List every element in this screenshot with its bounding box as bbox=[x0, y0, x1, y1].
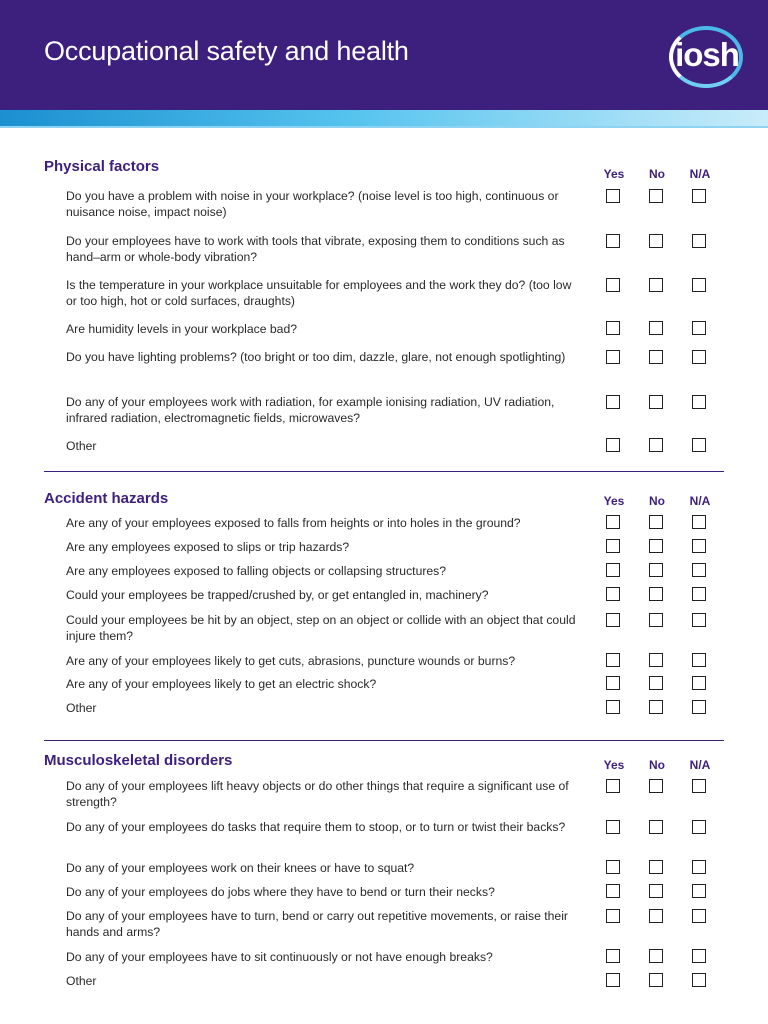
checkbox-na[interactable] bbox=[692, 234, 706, 248]
checkbox-no[interactable] bbox=[649, 350, 663, 364]
checkbox-na[interactable] bbox=[692, 653, 706, 667]
question-text: Could your employees be trapped/crushed by, or get entangled in, machinery? bbox=[66, 588, 489, 602]
checkbox-no[interactable] bbox=[649, 587, 663, 601]
question-text: Do you have lighting problems? (too bright or too dim, dazzle, glare, not enough spotlighting) bbox=[66, 350, 566, 364]
checkbox-no[interactable] bbox=[649, 949, 663, 963]
checkbox-yes[interactable] bbox=[606, 613, 620, 627]
checkbox-yes[interactable] bbox=[606, 563, 620, 577]
checkbox-yes[interactable] bbox=[606, 860, 620, 874]
column-header-na: N/A bbox=[689, 494, 711, 508]
question-text: Do any of your employees work on their knees or have to squat? bbox=[66, 861, 415, 875]
checkbox-na[interactable] bbox=[692, 973, 706, 987]
page-header bbox=[0, 0, 768, 110]
column-header-no: No bbox=[649, 758, 665, 772]
checkbox-na[interactable] bbox=[692, 949, 706, 963]
checkbox-yes[interactable] bbox=[606, 884, 620, 898]
question-text: Other bbox=[66, 439, 97, 453]
checkbox-na[interactable] bbox=[692, 587, 706, 601]
column-header-yes: Yes bbox=[603, 758, 625, 772]
column-header-na: N/A bbox=[689, 167, 711, 181]
header-band-line bbox=[0, 126, 768, 128]
checkbox-no[interactable] bbox=[649, 653, 663, 667]
checkbox-na[interactable] bbox=[692, 820, 706, 834]
question-text: Do any of your employees have to turn, bend or carry out repetitive movements, or raise their hands and arms? bbox=[66, 909, 568, 939]
section-title: Musculoskeletal disorders bbox=[44, 752, 233, 769]
column-header-yes: Yes bbox=[603, 494, 625, 508]
checkbox-na[interactable] bbox=[692, 909, 706, 923]
checkbox-na[interactable] bbox=[692, 438, 706, 452]
checkbox-yes[interactable] bbox=[606, 949, 620, 963]
checkbox-yes[interactable] bbox=[606, 515, 620, 529]
question-text: Do any of your employees do jobs where they have to bend or turn their necks? bbox=[66, 885, 495, 899]
column-header-no: No bbox=[649, 494, 665, 508]
checkbox-na[interactable] bbox=[692, 884, 706, 898]
checkbox-na[interactable] bbox=[692, 278, 706, 292]
question-text: Do any of your employees do tasks that require them to stoop, or to turn or twist their backs? bbox=[66, 820, 566, 834]
checkbox-na[interactable] bbox=[692, 779, 706, 793]
checkbox-yes[interactable] bbox=[606, 676, 620, 690]
question-text: Do your employees have to work with tools that vibrate, exposing them to conditions such as hand–arm or whole-body vibration? bbox=[66, 234, 565, 264]
question-text: Is the temperature in your workplace unsuitable for employees and the work they do? (too low or too high, hot or cold surfaces, draughts) bbox=[66, 278, 572, 308]
section-title: Accident hazards bbox=[44, 490, 169, 507]
checkbox-no[interactable] bbox=[649, 820, 663, 834]
checkbox-yes[interactable] bbox=[606, 909, 620, 923]
question-text: Are any employees exposed to slips or trip hazards? bbox=[66, 540, 350, 554]
checkbox-no[interactable] bbox=[649, 189, 663, 203]
checkbox-yes[interactable] bbox=[606, 395, 620, 409]
checkbox-yes[interactable] bbox=[606, 189, 620, 203]
column-header-no: No bbox=[649, 167, 665, 181]
checkbox-yes[interactable] bbox=[606, 321, 620, 335]
section-title: Physical factors bbox=[44, 158, 160, 175]
checkbox-na[interactable] bbox=[692, 321, 706, 335]
checkbox-yes[interactable] bbox=[606, 820, 620, 834]
checkbox-yes[interactable] bbox=[606, 653, 620, 667]
checkbox-no[interactable] bbox=[649, 539, 663, 553]
checkbox-na[interactable] bbox=[692, 350, 706, 364]
checkbox-no[interactable] bbox=[649, 884, 663, 898]
checkbox-no[interactable] bbox=[649, 779, 663, 793]
checkbox-yes[interactable] bbox=[606, 587, 620, 601]
checkbox-na[interactable] bbox=[692, 395, 706, 409]
checkbox-no[interactable] bbox=[649, 973, 663, 987]
question-text: Are any of your employees likely to get cuts, abrasions, puncture wounds or burns? bbox=[66, 654, 516, 668]
question-text: Are humidity levels in your workplace bad? bbox=[66, 322, 297, 336]
question-text: Are any of your employees likely to get an electric shock? bbox=[66, 677, 377, 691]
checkbox-na[interactable] bbox=[692, 676, 706, 690]
checkbox-yes[interactable] bbox=[606, 438, 620, 452]
section-divider bbox=[44, 471, 724, 472]
question-text: Do you have a problem with noise in your workplace? (noise level is too high, continuous or nuisance noise, impact noise) bbox=[66, 189, 559, 219]
checkbox-no[interactable] bbox=[649, 909, 663, 923]
checkbox-yes[interactable] bbox=[606, 234, 620, 248]
checkbox-no[interactable] bbox=[649, 860, 663, 874]
checkbox-na[interactable] bbox=[692, 515, 706, 529]
checkbox-yes[interactable] bbox=[606, 278, 620, 292]
checkbox-na[interactable] bbox=[692, 700, 706, 714]
checkbox-no[interactable] bbox=[649, 234, 663, 248]
checkbox-yes[interactable] bbox=[606, 350, 620, 364]
checkbox-yes[interactable] bbox=[606, 779, 620, 793]
checkbox-na[interactable] bbox=[692, 860, 706, 874]
checkbox-yes[interactable] bbox=[606, 700, 620, 714]
section-divider bbox=[44, 740, 724, 741]
checkbox-no[interactable] bbox=[649, 563, 663, 577]
checkbox-na[interactable] bbox=[692, 613, 706, 627]
checkbox-na[interactable] bbox=[692, 189, 706, 203]
checkbox-no[interactable] bbox=[649, 515, 663, 529]
question-text: Are any of your employees exposed to falls from heights or into holes in the ground? bbox=[66, 516, 521, 530]
question-text: Do any of your employees lift heavy objects or do other things that require a significant use of strength? bbox=[66, 779, 569, 809]
logo-text: iosh bbox=[675, 36, 739, 73]
checkbox-yes[interactable] bbox=[606, 973, 620, 987]
question-text: Other bbox=[66, 701, 97, 715]
checkbox-na[interactable] bbox=[692, 563, 706, 577]
checkbox-no[interactable] bbox=[649, 278, 663, 292]
checkbox-no[interactable] bbox=[649, 613, 663, 627]
question-text: Do any of your employees work with radiation, for example ionising radiation, UV radiation, infrared radiation, electromagnetic fields, microwaves? bbox=[66, 395, 555, 425]
checkbox-no[interactable] bbox=[649, 700, 663, 714]
question-text: Do any of your employees have to sit continuously or not have enough breaks? bbox=[66, 950, 493, 964]
checkbox-na[interactable] bbox=[692, 539, 706, 553]
checkbox-no[interactable] bbox=[649, 676, 663, 690]
checkbox-no[interactable] bbox=[649, 438, 663, 452]
page-title: Occupational safety and health bbox=[44, 36, 409, 66]
question-text: Could your employees be hit by an object, step on an object or collide with an object that could injure them? bbox=[66, 613, 576, 643]
question-text: Other bbox=[66, 974, 97, 988]
column-header-na: N/A bbox=[689, 758, 711, 772]
header-gradient-band bbox=[0, 110, 768, 126]
checkbox-no[interactable] bbox=[649, 321, 663, 335]
iosh-logo bbox=[667, 24, 747, 90]
question-text: Are any employees exposed to falling objects or collapsing structures? bbox=[66, 564, 447, 578]
column-header-yes: Yes bbox=[603, 167, 625, 181]
checkbox-no[interactable] bbox=[649, 395, 663, 409]
checkbox-yes[interactable] bbox=[606, 539, 620, 553]
